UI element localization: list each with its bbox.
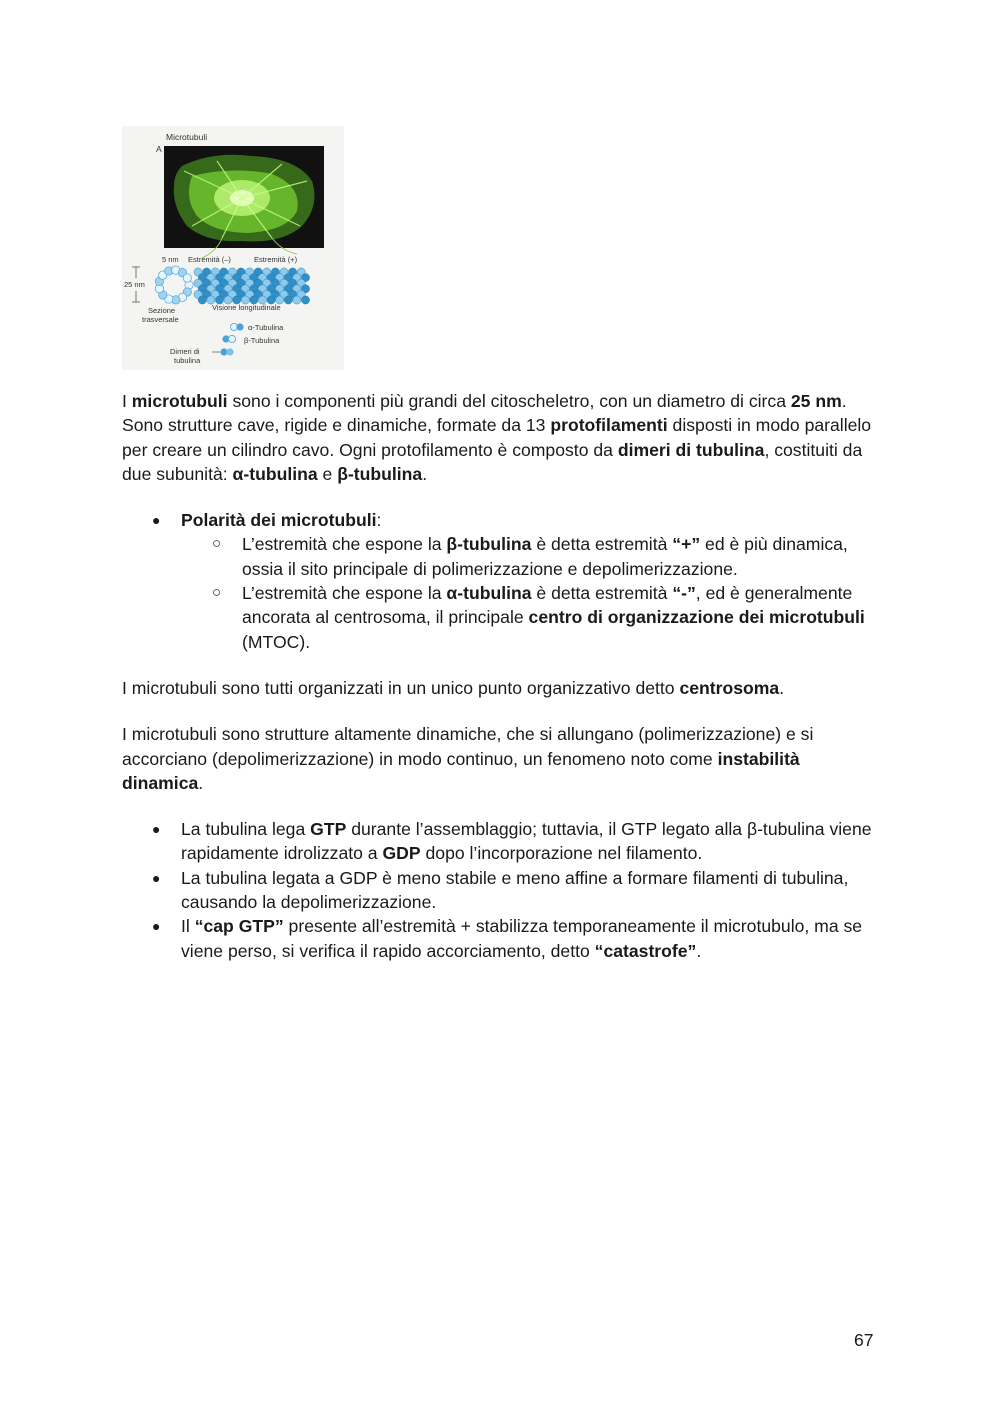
label-cross-section-2: trasversale [142, 315, 179, 324]
protofilament-subunit [183, 274, 191, 282]
circle-bullet-icon: ○ [212, 584, 222, 602]
bullet-icon: ● [152, 869, 161, 886]
polarity-list [122, 508, 882, 654]
figure-panel-letter: A [156, 144, 162, 154]
bullet-icon: ● [152, 918, 161, 935]
bullet-icon: ● [152, 512, 161, 529]
tubulin-subunit [293, 296, 301, 304]
label-beta-tubulin: β-Tubulina [244, 336, 280, 345]
list-item: ● Polarità dei microtubuli: [122, 508, 882, 532]
list-item: ● La tubulina lega GTP durante l’assemblaggio; tuttavia, il GTP legato alla β-tubulina viene rapidamente idrolizzato a GDP dopo l’incorporazione nel filamento. [152, 819, 872, 864]
label-longitudinal: Visione longitudinale [212, 303, 281, 312]
circle-bullet-icon: ○ [212, 535, 222, 553]
intro-paragraph: I microtubuli sono i componenti più grandi del citoscheletro, con un diametro di circa 25 nm. Sono strutture cave, rigide e dinamiche, formate da 13 protofilamenti disposti in modo parallelo per creare un cilindro cavo. Ogni protofilamento è composto da dimeri di tubulina, costituiti da due subunità: α-tubulina e β-tubulina. [122, 391, 872, 484]
label-dimers-1: Dimeri di [170, 347, 200, 356]
page-number: 67 [854, 1330, 874, 1350]
label-minus-end: Estremità (–) [188, 255, 231, 264]
longitudinal-protofilaments [194, 268, 310, 304]
tubulin-subunit [301, 296, 309, 304]
dynamic-instability-paragraph: I microtubuli sono strutture altamente dinamiche, che si allungano (polimerizzazione) e si accorciano (depolimerizzazione) in modo continuo, un fenomeno noto come instabilità dinamica. [122, 724, 814, 793]
microtubule-figure [122, 126, 344, 370]
label-cross-section-1: Sezione [148, 306, 176, 315]
label-dimers-2: tubulina [174, 356, 201, 365]
tubulin-subunit [284, 296, 292, 304]
list-item: ● La tubulina legata a GDP è meno stabile e meno affine a formare filamenti di tubulina, causando la depolimerizzazione. [152, 867, 849, 913]
list-item: ● Il “cap GTP” presente all’estremità + stabilizza temporaneamente il microtubulo, ma se viene perso, si verifica il rapido accorciamento, detto “catastrofe”. [152, 916, 863, 961]
list-subitem: ○ L’estremità che espone la α-tubulina è detta estremità “-”, ed è generalmente ancorata al centrosoma, il principale centro di organizzazione dei microtubuli (MTOC). [212, 583, 865, 652]
label-plus-end: Estremità (+) [254, 255, 298, 264]
label-25nm: 25 nm [124, 280, 145, 289]
microtubule-diagram [122, 126, 344, 370]
figure-title: Microtubuli [166, 132, 208, 142]
centrosome-paragraph: I microtubuli sono tutti organizzati in un unico punto organizzativo detto centrosoma. [122, 677, 785, 698]
gtp-list [122, 817, 882, 963]
tubulin-subunit [198, 296, 206, 304]
bullet-icon: ● [152, 821, 161, 838]
page-content [122, 389, 882, 963]
list-subitem: ○ L’estremità che espone la β-tubulina è detta estremità “+” ed è più dinamica, ossia il sito principale di polimerizzazione e depolimerizzazione. [212, 534, 848, 579]
label-5nm: 5 nm [162, 255, 179, 264]
label-alpha-tubulin: α-Tubulina [248, 323, 284, 332]
